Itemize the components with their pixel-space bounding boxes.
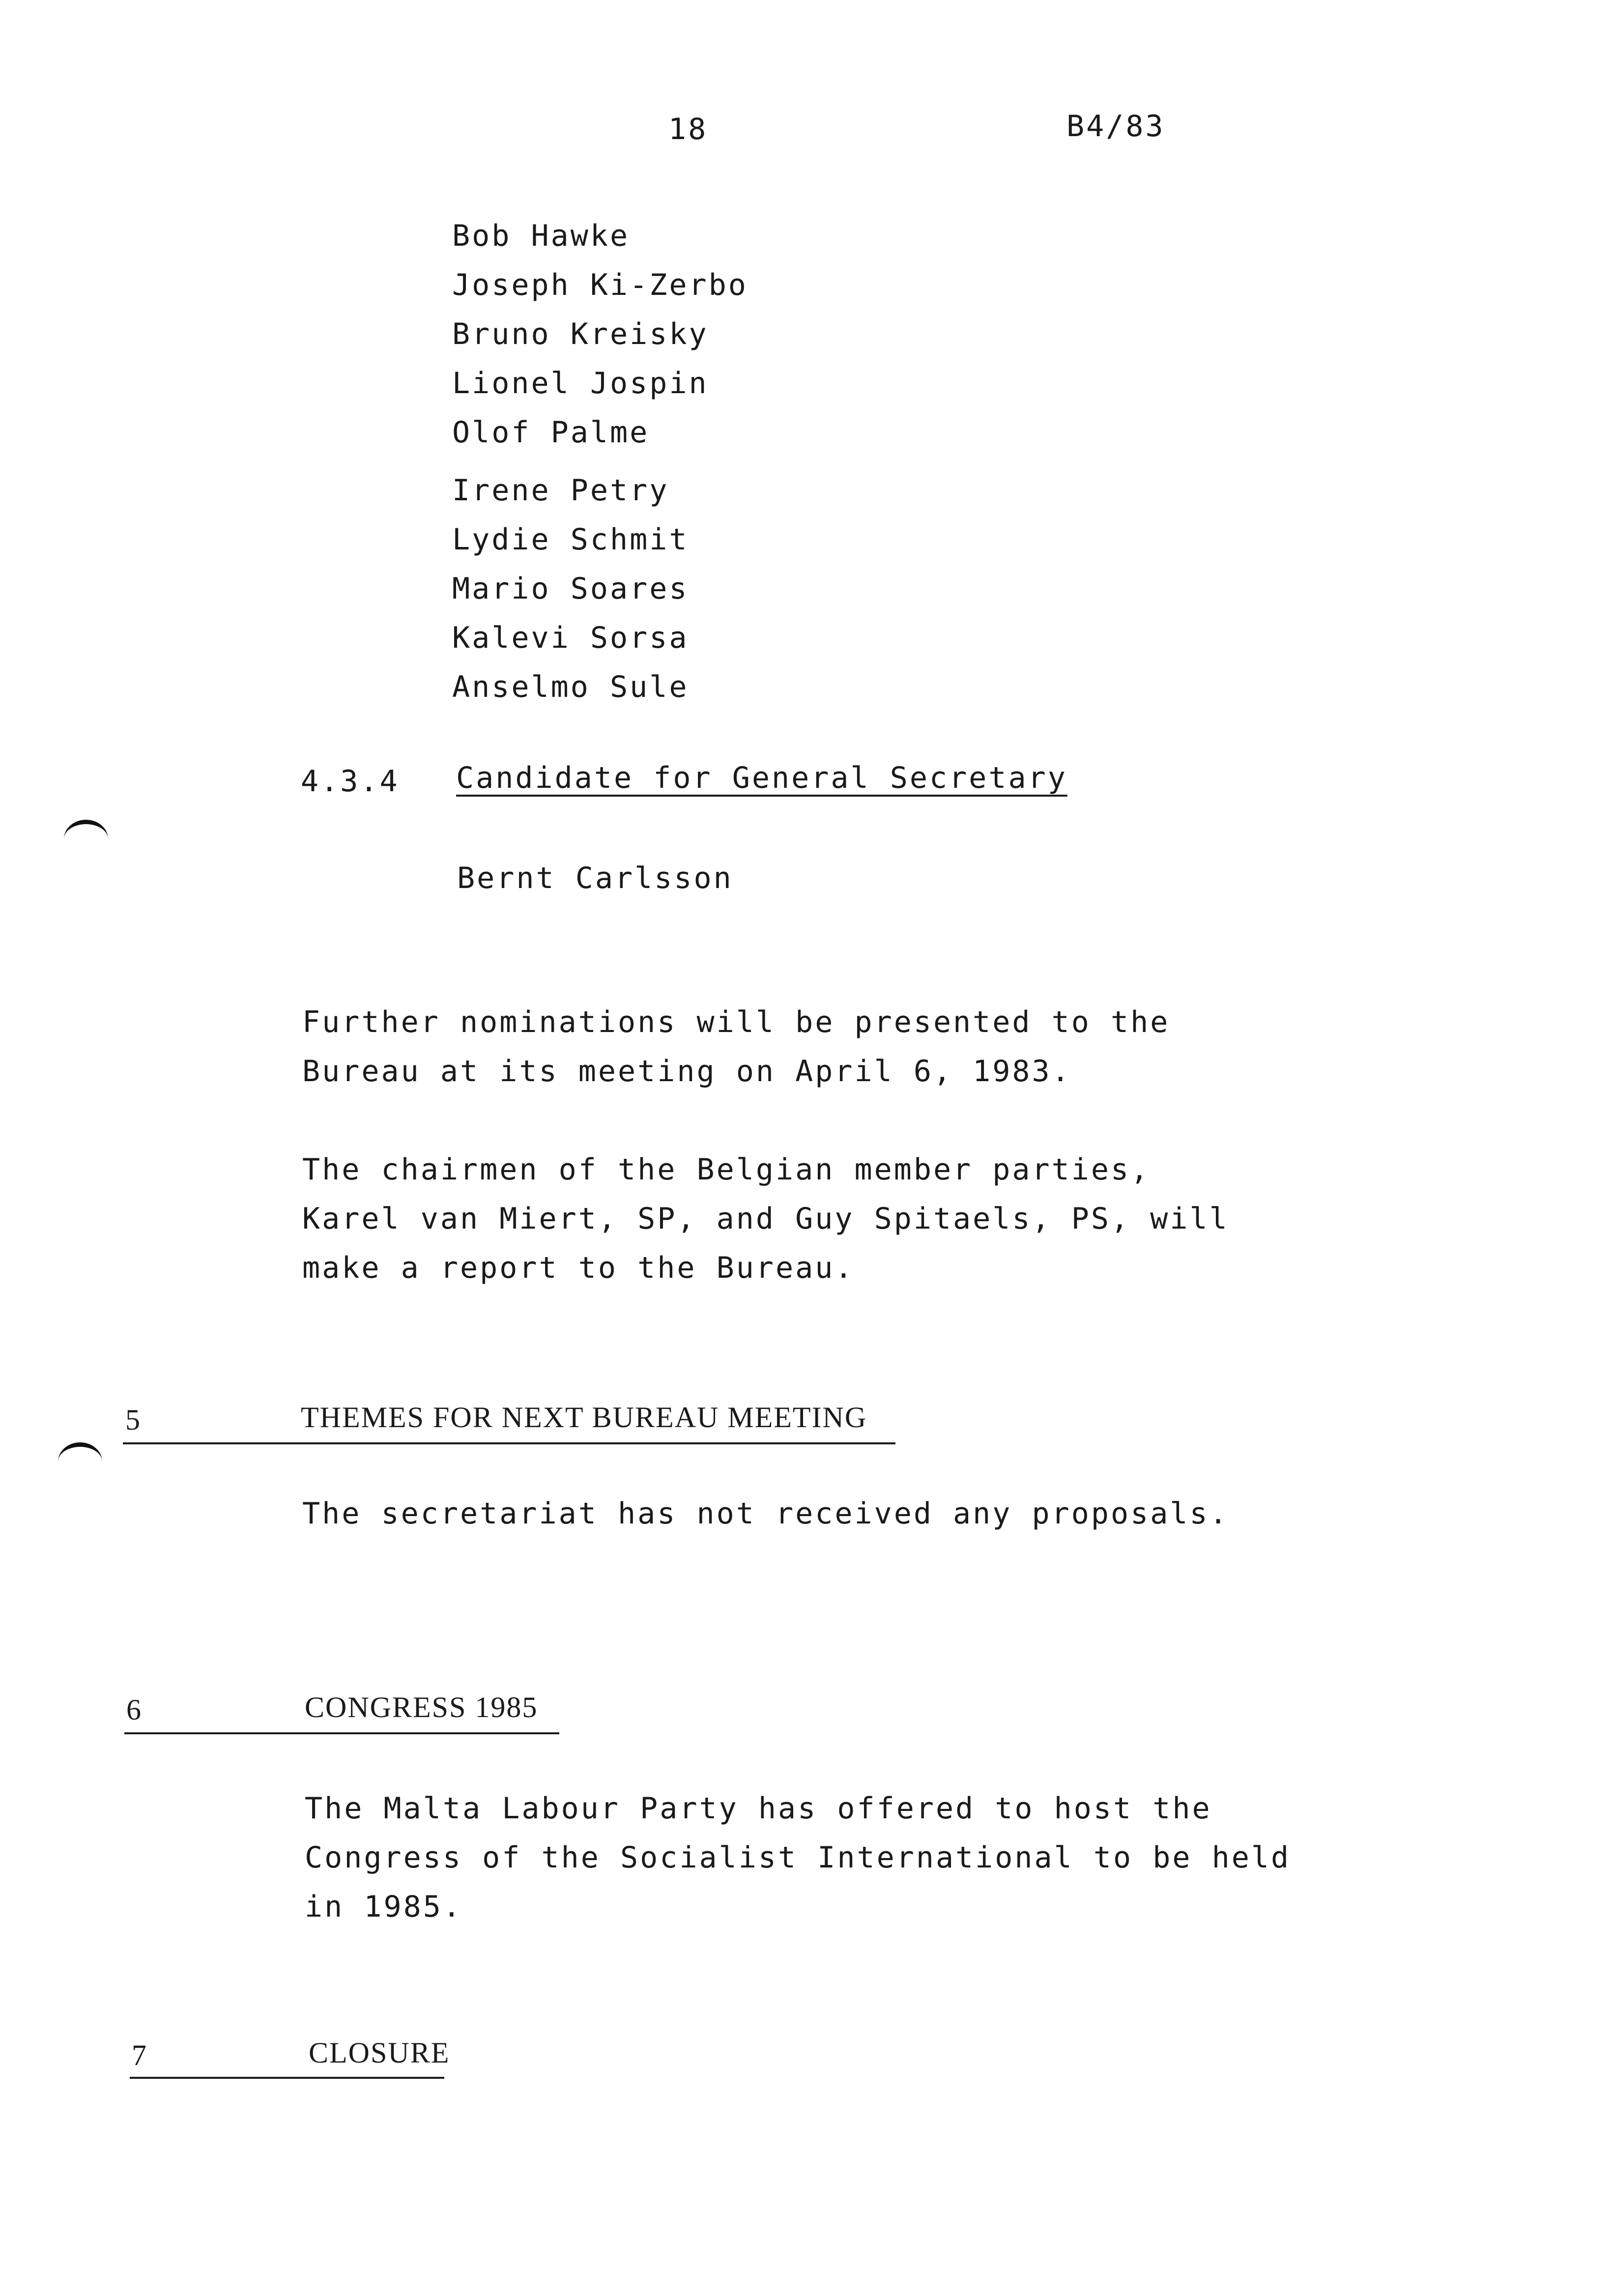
paragraph-congress <box>305 1784 1291 1931</box>
list-item: Joseph Ki-Zerbo <box>452 268 748 302</box>
list-item: Mario Soares <box>452 572 689 606</box>
text-line: The chairmen of the Belgian member parties, <box>302 1152 1151 1187</box>
names-list <box>452 211 748 712</box>
section-title: THEMES FOR NEXT BUREAU MEETING <box>301 1401 867 1434</box>
document-reference: B4/83 <box>1066 109 1165 144</box>
candidate-name: Bernt Carlsson <box>457 861 733 895</box>
list-item: Bob Hawke <box>452 219 630 253</box>
section-rule <box>123 1442 895 1444</box>
page-number: 18 <box>668 112 708 146</box>
section-rule <box>124 1732 559 1734</box>
text-line: Bureau at its meeting on April 6, 1983. <box>302 1054 1071 1089</box>
margin-mark-icon <box>64 820 108 859</box>
text-line: Further nominations will be presented to the <box>302 1005 1170 1039</box>
list-item: Irene Petry <box>452 473 669 508</box>
section-number: 6 <box>126 1693 142 1726</box>
list-item: Bruno Kreisky <box>452 317 709 351</box>
section-title: CONGRESS 1985 <box>305 1691 538 1723</box>
paragraph-belgian-report <box>302 1145 1229 1292</box>
text-line: Congress of the Socialist International to be held <box>305 1840 1291 1875</box>
paragraph-nominations <box>302 998 1170 1096</box>
text-line: make a report to the Bureau. <box>302 1251 855 1285</box>
section-text: The secretariat has not received any proposals. <box>302 1496 1229 1531</box>
section-title: CLOSURE <box>309 2037 450 2069</box>
text-line: The Malta Labour Party has offered to host the <box>305 1791 1212 1826</box>
list-item: Olof Palme <box>452 415 650 450</box>
section-title: Candidate for General Secretary <box>456 761 1067 795</box>
list-item: Kalevi Sorsa <box>452 621 689 655</box>
list-item: Lionel Jospin <box>452 366 709 401</box>
section-number: 7 <box>132 2039 147 2071</box>
margin-mark-icon <box>58 1442 102 1481</box>
list-item: Lydie Schmit <box>452 522 689 557</box>
section-number: 5 <box>125 1404 141 1436</box>
text-line: Karel van Miert, SP, and Guy Spitaels, PS, will <box>302 1202 1229 1236</box>
section-rule <box>130 2077 444 2079</box>
list-item: Anselmo Sule <box>452 670 689 704</box>
text-line: in 1985. <box>305 1890 462 1924</box>
section-number: 4.3.4 <box>301 764 400 799</box>
